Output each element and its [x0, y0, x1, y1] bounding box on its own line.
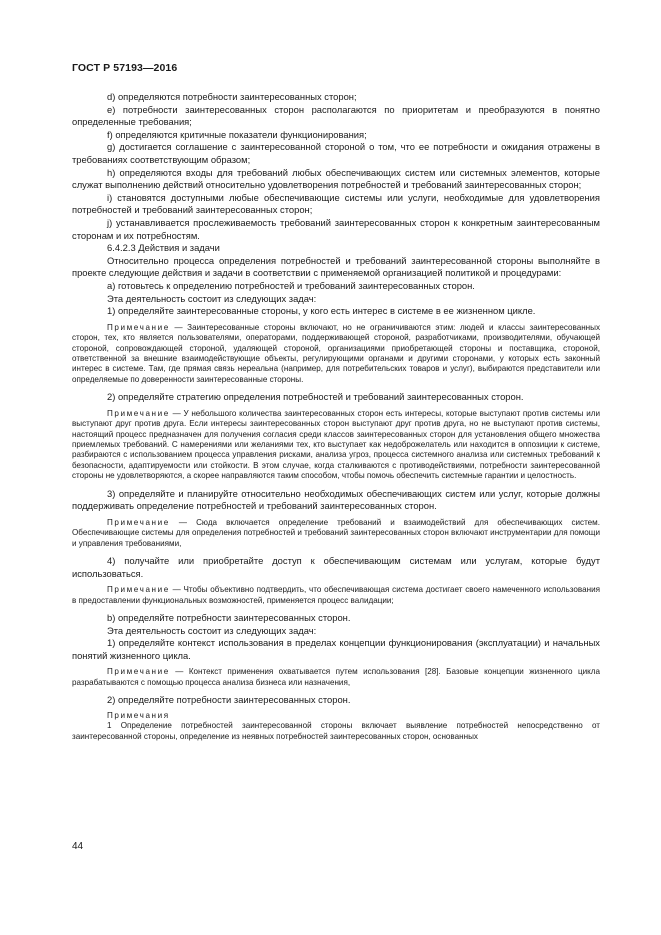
paragraph-task-1: 1) определяйте заинтересованные стороны, у кого есть интерес в системе в ее жизненном цикле. — [107, 305, 536, 317]
document-header: ГОСТ Р 57193—2016 — [72, 62, 178, 74]
paragraph-b: b) определяйте потребности заинтересованных сторон. — [107, 611, 351, 623]
paragraph-b-task-2: 2) определяйте потребности заинтересованных сторон. — [107, 694, 351, 706]
note-2 — [72, 409, 600, 482]
section-heading: 6.4.2.3 Действия и задачи — [107, 242, 220, 254]
note-text: — Контекст применения охватывается путем использования [28]. Базовые концепции жизненного цикла разрабатываются с помощью процесса анализа бизнеса или назначения, — [72, 667, 600, 687]
paragraph-g: g) достигается соглашение с заинтересованной стороной о том, что ее потребности и ожидания отражены в требованиях соответствующим образом; — [72, 141, 600, 165]
note-label: Примечание — [107, 667, 170, 677]
note-1 — [72, 323, 600, 385]
paragraph-f: f) определяются критичные показатели функционирования; — [107, 128, 367, 140]
paragraph-task-4: 4) получайте или приобретайте доступ к обеспечивающим системам или услугам, которые будут использоваться. — [72, 554, 600, 579]
paragraph-task-3: 3) определяйте и планируйте относительно необходимых обеспечивающих систем или услуг, которые должны поддерживать определение потребностей и требований заинтересованных сторон. — [72, 487, 600, 512]
note-label: Примечание — [107, 408, 170, 418]
note-text: — Чтобы объективно подтвердить, что обеспечивающая система достигает своего намеченного использования в предоставлении функциональных возможностей, применяется процесс валидации; — [72, 585, 600, 605]
document-body — [72, 91, 600, 742]
notes-heading: Примечания — [107, 710, 170, 720]
paragraph-b-task-1: 1) определяйте контекст использования в пределах концепции функционирования (эксплуатации) и начальных понятий жизненного цикла. — [72, 637, 600, 661]
note-text: — У небольшого количества заинтересованных сторон есть интересы, которые выступают против системы или выступают друг против друга. Если интересы заинтересованных сторон выступают друг против друга, но не выступают против системы, настоящий процесс предназначен для получения согласия среди классов заинтересованных сторон для установления общего множества приемлемых требований. С намерениями или желаниями тех, кто выступает как недоброжелатель или находится в оппозиции к системе, разбираются с использованием процесса управления рисками, анализа угроз, процесса системного анализа или системных требований к безопасности, адаптируемости или стойкости. В этом случае, когда сталкиваются с противодействиями, потребности заинтересованной стороны не удовлетворяются, а скорее направляются таким способом, чтобы помочь обеспечить системные гарантии и целостность. — [72, 408, 600, 481]
paragraph-e: е) потребности заинтересованных сторон располагаются по приоритетам и преобразуются в понятно определенные требования; — [72, 103, 600, 128]
paragraph-a: а) готовьтесь к определению потребностей и требований заинтересованных сторон. — [107, 279, 475, 291]
paragraph-tasks: Эта деятельность состоит из следующих задач: — [107, 292, 317, 304]
notes-text: 1 Определение потребностей заинтересованной стороны включает выявление потребностей непосредственно от заинтересованной стороны, определение из неявных потребностей заинтересованных сторон, основанных — [72, 721, 600, 741]
note-text: — Заинтересованные стороны включают, но не ограничиваются этим: людей и классы заинтересованных сторон, тех, кто является пользователями, операторами, поддерживающей стороной, разработчиками, производителями, обучающей стороной, сопровождающей стороной, удаляющей стороной, организациями приобретающей стороны и поставщика, стороной, ответственной за внешние взаимодействующие объекты, регулирующими органами и другими сторонами, у которых есть законный интерес в системе. Там, где прямая связь нереальна (например, для потребительских товаров и услуг), выбираются представители или определяемые по доверенности заинтересованные стороны. — [72, 322, 600, 384]
note-label: Примечание — [107, 585, 170, 595]
note-label: Примечание — [107, 517, 170, 527]
paragraph-intro: Относительно процесса определения потребностей и требований заинтересованной стороны выполняйте в проекте следующие действия и задачи в соответствии с применяемой организацией политикой и процедурами: — [72, 254, 600, 279]
paragraph-tasks-b: Эта деятельность состоит из следующих задач: — [107, 624, 317, 636]
note-4 — [72, 585, 600, 606]
paragraph-task-2: 2) определяйте стратегию определения потребностей и требований заинтересованных сторон. — [107, 391, 524, 403]
paragraph-h: h) определяются входы для требований любых обеспечивающих систем или системных элементов, которые служат выполнению действий относительно удовлетворения потребностей и требований заинтересованных сторон; — [72, 166, 600, 191]
note-5 — [72, 667, 600, 688]
note-label: Примечание — [107, 322, 170, 332]
page-number: 44 — [72, 841, 84, 852]
paragraph-j: j) устанавливается прослеживаемость требований заинтересованных сторон к конкретным заинтересованным сторонам и их потребностям. — [72, 216, 600, 241]
note-text: — Сюда включается определение требований и взаимодействий для обеспечивающих систем. Обеспечивающие системы для определения потребностей и требований заинтересованных сторон включают инструментарии для помощи и управления требованиями, — [72, 517, 600, 548]
note-3 — [72, 518, 600, 549]
paragraph-i: i) становятся доступными любые обеспечивающие системы или услуги, необходимые для удовлетворения потребностей и требований заинтересованных сторон; — [72, 191, 600, 216]
paragraph-d: d) определяются потребности заинтересованных сторон; — [107, 91, 357, 102]
